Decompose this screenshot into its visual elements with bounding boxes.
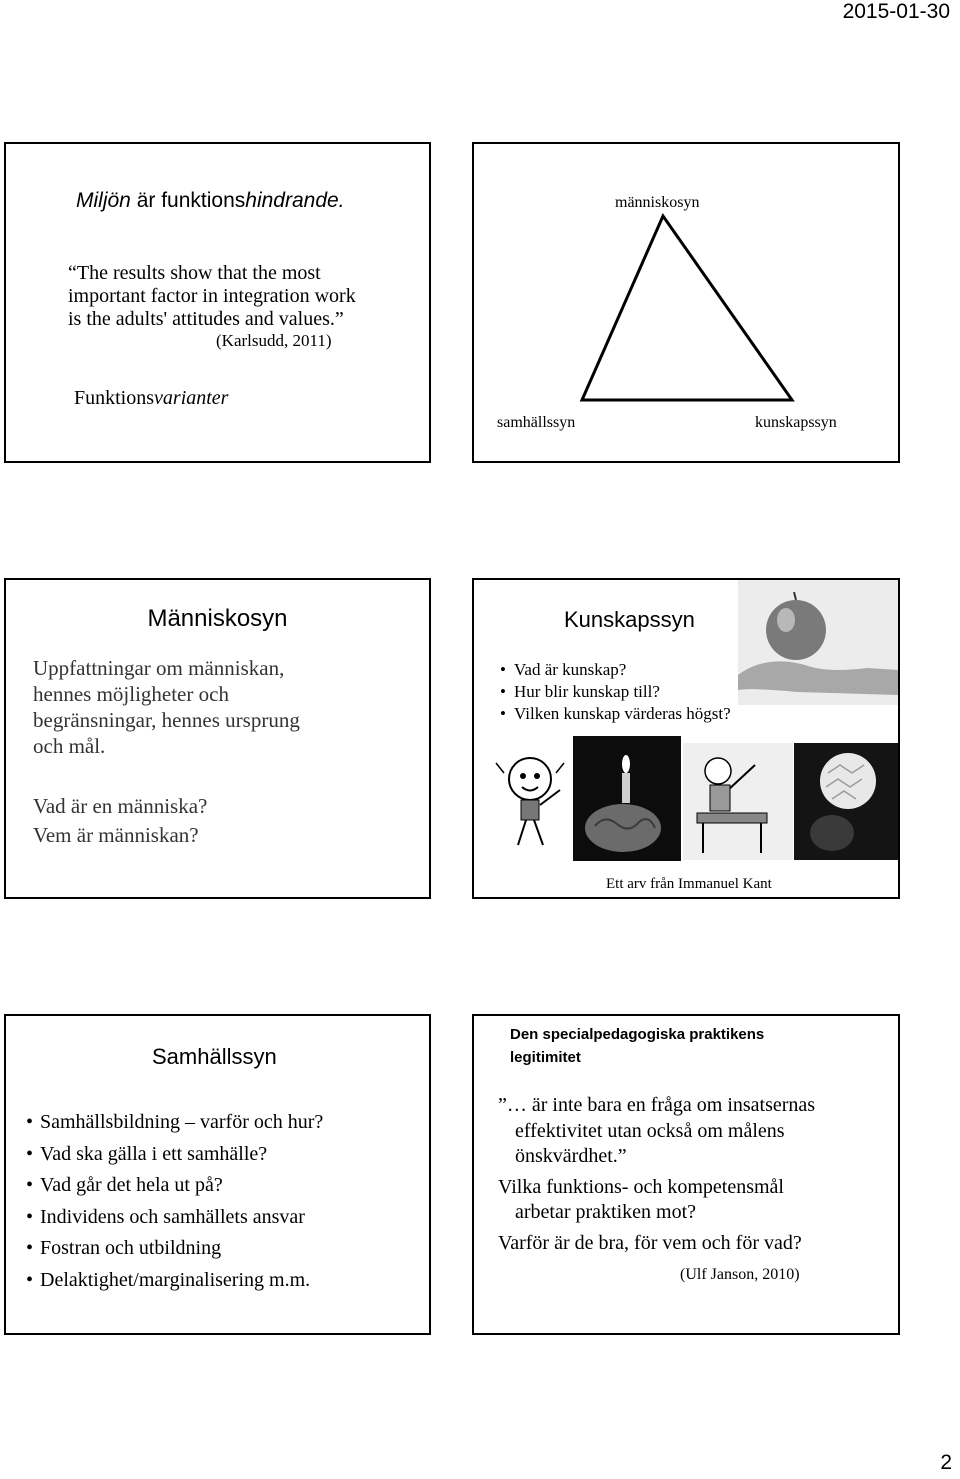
print-date: 2015-01-30 bbox=[842, 0, 950, 23]
slide-samhallssyn bbox=[4, 1014, 431, 1335]
image-background bbox=[683, 743, 793, 860]
bulb-head bbox=[509, 758, 551, 800]
apple-highlight bbox=[777, 608, 795, 632]
image-caption: Ett arv från Immanuel Kant bbox=[606, 876, 772, 892]
quote: “The results show that the most important factor in integration work is the adults' attitudes and values.” bbox=[68, 262, 356, 330]
bulb-leg bbox=[534, 820, 543, 845]
slide-questions: Vad är en människa? Vem är människan? bbox=[33, 794, 208, 847]
label-right: kunskapssyn bbox=[755, 414, 837, 431]
slide-title: Den specialpedagogiska praktikens legitimitet bbox=[510, 1026, 765, 1066]
bulb-eye bbox=[520, 773, 526, 779]
slide-legitimitet bbox=[472, 1014, 900, 1335]
list-item: • Individens och samhällets ansvar bbox=[26, 1202, 323, 1234]
page-number: 2 bbox=[940, 1451, 952, 1474]
label-left: samhällssyn bbox=[497, 414, 576, 431]
candle-brain-image bbox=[573, 736, 681, 861]
footer-text: Funktionsvarianter bbox=[74, 387, 229, 409]
candle-body bbox=[622, 773, 630, 803]
apple-hand-image bbox=[738, 580, 898, 705]
bullet-list bbox=[26, 1107, 323, 1296]
slide-manniskosyn bbox=[4, 578, 431, 899]
lamp-base bbox=[810, 815, 854, 851]
list-item: • Fostran och utbildning bbox=[26, 1233, 323, 1265]
bulb-eye bbox=[534, 773, 540, 779]
list-item: • Delaktighet/marginalisering m.m. bbox=[26, 1265, 323, 1297]
bulb-ray bbox=[496, 763, 504, 773]
list-item: • Vad är kunskap? bbox=[500, 659, 731, 681]
list-item: • Vilken kunskap värderas högst? bbox=[500, 703, 731, 725]
citation: (Ulf Janson, 2010) bbox=[680, 1266, 800, 1283]
slide-kunskapssyn bbox=[472, 578, 900, 899]
bulb-body bbox=[521, 800, 539, 820]
figure-head bbox=[705, 758, 731, 784]
label-top: människosyn bbox=[615, 194, 700, 211]
bulb-leg bbox=[518, 820, 526, 845]
slide-title: Miljön är funktionshindrande. bbox=[76, 189, 345, 212]
slide-body: Uppfattningar om människan, hennes möjligheter och begränsningar, hennes ursprung och mål. bbox=[33, 656, 300, 758]
bulb-ray bbox=[556, 763, 564, 773]
slide-miljon bbox=[4, 142, 431, 463]
list-item: • Samhällsbildning – varför och hur? bbox=[26, 1107, 323, 1139]
cartoon-bulb-image bbox=[488, 745, 572, 857]
slide-body: ”… är inte bara en fråga om insatsernas effektivitet utan också om målens önskvärdhet.” Vilka funktions- och kompetensmål arbetar praktiken mot? Varför är de bra, för vem och för vad? bbox=[498, 1094, 816, 1254]
desk-top bbox=[697, 813, 767, 823]
figure-body bbox=[710, 785, 730, 811]
citation: (Karlsudd, 2011) bbox=[216, 331, 332, 350]
slide-title: Människosyn bbox=[147, 605, 288, 632]
cartoon-desk-image bbox=[683, 743, 793, 860]
lamp-globe bbox=[820, 753, 876, 809]
slide-title: Samhällssyn bbox=[152, 1044, 277, 1069]
lamp-image bbox=[794, 743, 898, 860]
bullet-list bbox=[500, 659, 731, 725]
slide-triangle bbox=[472, 142, 900, 463]
slide-title: Kunskapssyn bbox=[564, 607, 695, 632]
list-item: • Hur blir kunskap till? bbox=[500, 681, 731, 703]
list-item: • Vad ska gälla i ett samhälle? bbox=[26, 1139, 323, 1171]
list-item: • Vad går det hela ut på? bbox=[26, 1170, 323, 1202]
apple-shape bbox=[766, 600, 826, 660]
triangle-shape bbox=[582, 216, 792, 400]
candle-flame bbox=[622, 755, 630, 773]
